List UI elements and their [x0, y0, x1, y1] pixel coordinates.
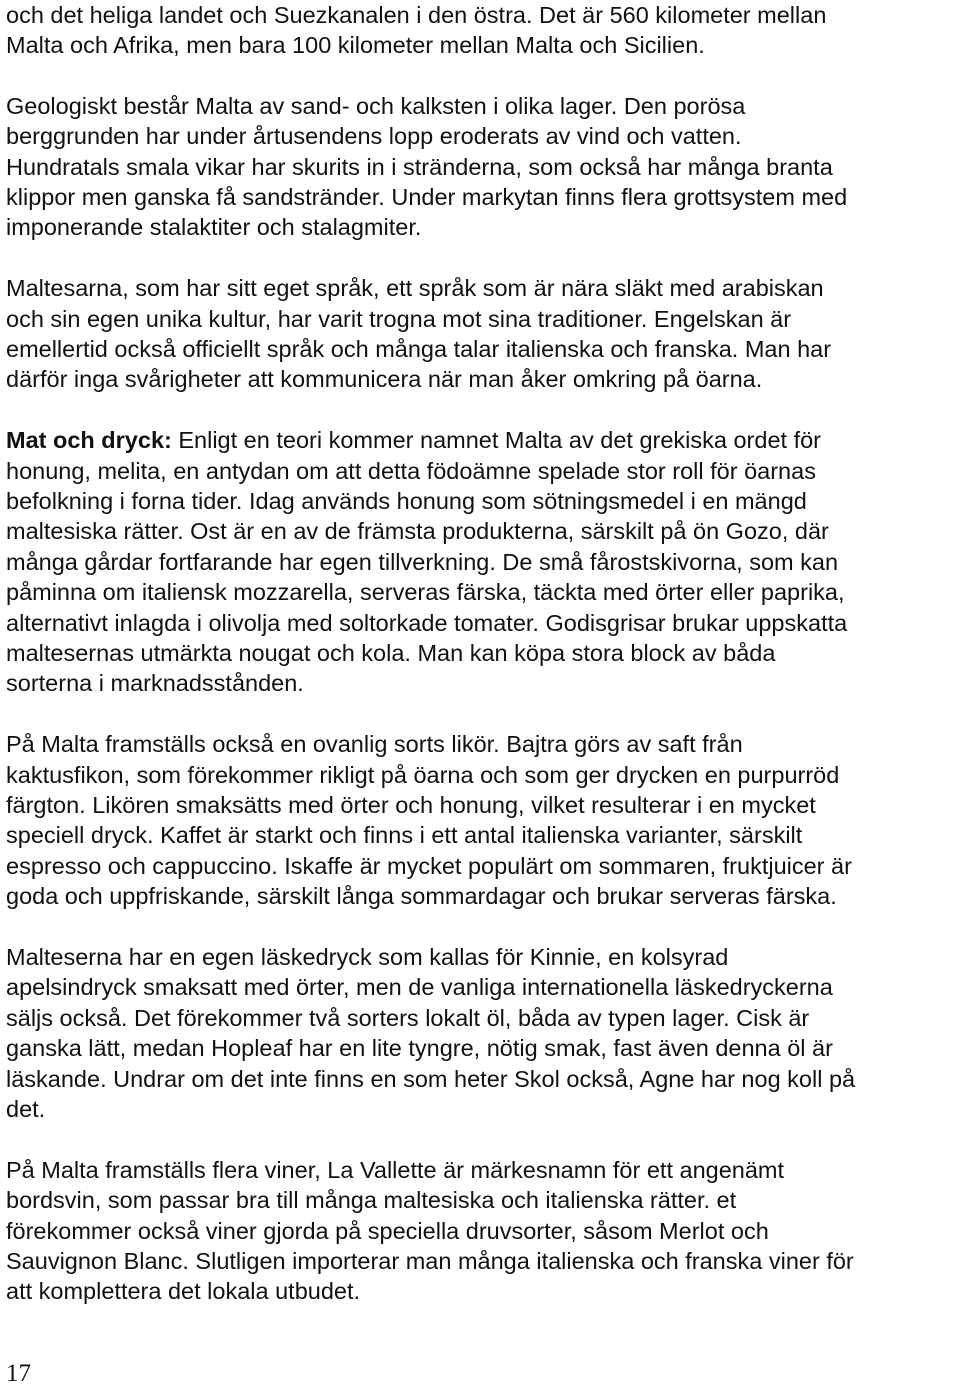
- paragraph-food-and-drink: [6, 425, 956, 699]
- paragraph-language: Maltesarna, som har sitt eget språk, ett språk som är nära släkt med arabiskan och sin egen unika kultur, har varit trogna mot sina traditioner. Engelskan är emellertid också officiellt språk och många talar italienska och franska. Man har därför inga svårigheter att kommunicera när man åker omkring på öarna.: [6, 275, 832, 393]
- paragraph-geology: Geologiskt består Malta av sand- och kalksten i olika lager. Den porösa berggrunden har under årtusendens lopp eroderats av vind och vatten. Hundratals smala vikar har skurits in i stränderna, som också har många branta klippor men ganska få sandstränder. Under markytan finns flera grottsystem med imponerande stalaktiter och stalagmiter.: [6, 92, 848, 241]
- paragraph-soft-drinks-beer: Malteserna har en egen läskedryck som kallas för Kinnie, en kolsyrad apelsindryck smaksatt med örter, men de vanliga internationella läskedryckerna säljs också. Det förekommer två sorters lokalt öl, båda av typen lager. Cisk är ganska lätt, medan Hopleaf har en lite tyngre, nötig smak, fast även denna öl är läskande. Undrar om det inte finns en som heter Skol också, Agne har nog koll på det.: [6, 944, 856, 1123]
- paragraph-wine: På Malta framställs flera viner, La Vallette är märkesnamn för ett angenämt bordsvin, som passar bra till många maltesiska och italienska rätter. et förekommer också viner gjorda på speciella druvsorter, såsom Merlot och Sauvignon Blanc. Slutligen importerar man många italienska och franska viner för att komplettera det lokala utbudet.: [6, 1156, 854, 1305]
- paragraph-food-text: Enligt en teori kommer namnet Malta av det grekiska ordet för honung, melita, en antydan om att detta födoämne spelade stor roll för öarnas befolkning i forna tider. Idag används honung som sötningsmedel i en mängd maltesiska rätter. Ost är en av de främsta produkterna, särskilt på ön Gozo, där många gårdar fortfarande har egen tillverkning. De små fårostskivorna, som kan påminna om italiensk mozzarella, serveras färska, täckta med örter eller paprika, alternativt inlagda i olivolja med soltorkade tomater. Godisgrisar brukar uppskatta maltesernas utmärkta nougat och kola. Man kan köpa stora block av båda sorterna i marknadsstånden.: [6, 427, 848, 697]
- section-lead-heading: Mat och dryck:: [6, 427, 172, 454]
- page-number: 17: [6, 1360, 31, 1387]
- paragraph-liqueur-coffee: På Malta framställs också en ovanlig sorts likör. Bajtra görs av saft från kaktusfikon, som förekommer rikligt på öarna och som ger drycken en purpurröd färgton. Likören smaksätts med örter och honung, vilket resulterar i en mycket speciell dryck. Kaffet är starkt och finns i ett antal italienska varianter, särskilt espresso och cappuccino. Iskaffe är mycket populärt om sommaren, fruktjuicer är goda och uppfriskande, särskilt långa sommardagar och brukar serveras färska.: [6, 731, 852, 910]
- paragraph-geography-intro: och det heliga landet och Suezkanalen i den östra. Det är 560 kilometer mellan Malta och Afrika, men bara 100 kilometer mellan Malta och Sicilien.: [6, 1, 827, 58]
- document-page: [6, 0, 956, 1337]
